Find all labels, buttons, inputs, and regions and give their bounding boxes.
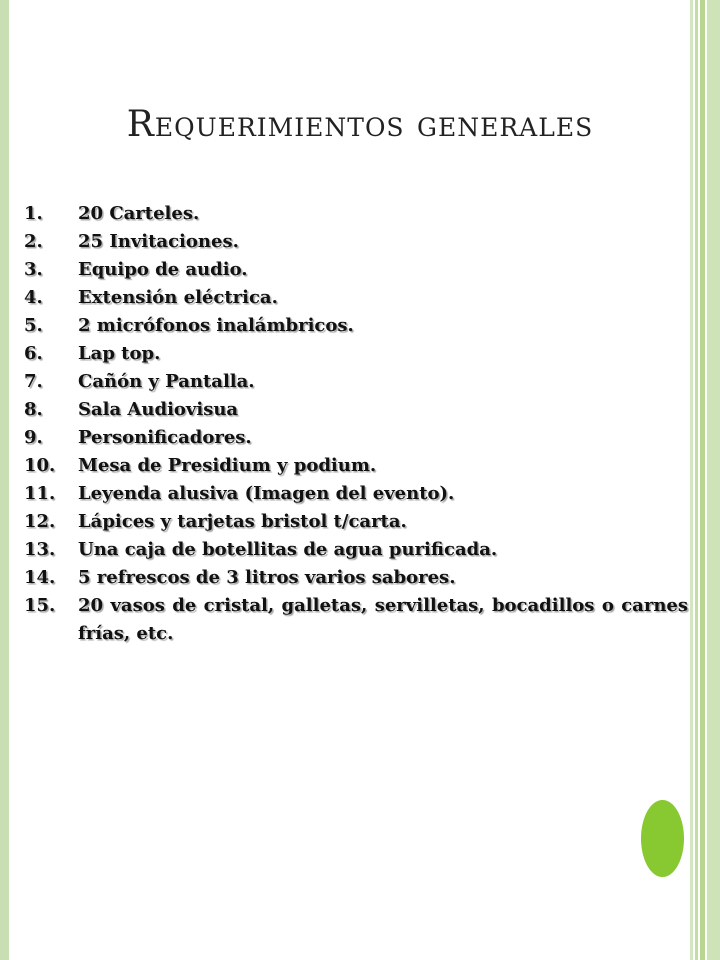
- decorative-oval-icon: [641, 800, 684, 877]
- item-number: 6.: [24, 343, 43, 364]
- item-text: 25 Invitaciones.: [78, 231, 239, 252]
- item-number: 5.: [24, 315, 43, 336]
- item-number: 4.: [24, 287, 43, 308]
- item-number: 2.: [24, 231, 43, 252]
- item-number: 3.: [24, 259, 43, 280]
- list-item: [24, 368, 688, 396]
- item-number: 11.: [24, 483, 56, 504]
- item-text: Extensión eléctrica.: [78, 287, 278, 308]
- item-number: 15.: [24, 595, 56, 616]
- item-text: Mesa de Presidium y podium.: [78, 455, 377, 476]
- list-item: [24, 480, 688, 508]
- item-text: 20 vasos de cristal, galletas, servilletas, bocadillos o carnes frías, etc.: [78, 595, 688, 644]
- item-number: 7.: [24, 371, 43, 392]
- item-text: 5 refrescos de 3 litros varios sabores.: [78, 567, 456, 588]
- list-item: [24, 424, 688, 452]
- item-text: 20 Carteles.: [78, 203, 200, 224]
- item-number: 12.: [24, 511, 56, 532]
- item-number: 9.: [24, 427, 43, 448]
- list-item: [24, 592, 688, 648]
- item-number: 8.: [24, 399, 43, 420]
- item-number: 13.: [24, 539, 56, 560]
- list-item: [24, 536, 688, 564]
- item-text: Sala Audiovisua: [78, 399, 239, 420]
- item-text: Equipo de audio.: [78, 259, 248, 280]
- item-number: 10.: [24, 455, 56, 476]
- item-number: 1.: [24, 203, 43, 224]
- slide-title: Requerimientos generales: [126, 104, 594, 145]
- item-text: Personificadores.: [78, 427, 252, 448]
- item-text: 2 micrófonos inalámbricos.: [78, 315, 354, 336]
- item-text: Cañón y Pantalla.: [78, 371, 255, 392]
- list-item: [24, 284, 688, 312]
- item-text: Lap top.: [78, 343, 161, 364]
- item-text: Una caja de botellitas de agua purificada.: [78, 539, 498, 560]
- item-number: 14.: [24, 567, 56, 588]
- list-item: [24, 340, 688, 368]
- list-item: [24, 312, 688, 340]
- list-item: [24, 564, 688, 592]
- list-item: [24, 396, 688, 424]
- list-item: [24, 256, 688, 284]
- item-text: Lápices y tarjetas bristol t/carta.: [78, 511, 407, 532]
- list-item: [24, 508, 688, 536]
- list-item: [24, 228, 688, 256]
- item-text: Leyenda alusiva (Imagen del evento).: [78, 483, 455, 504]
- list-item: [24, 452, 688, 480]
- requirements-list: [24, 200, 688, 648]
- list-item: [24, 200, 688, 228]
